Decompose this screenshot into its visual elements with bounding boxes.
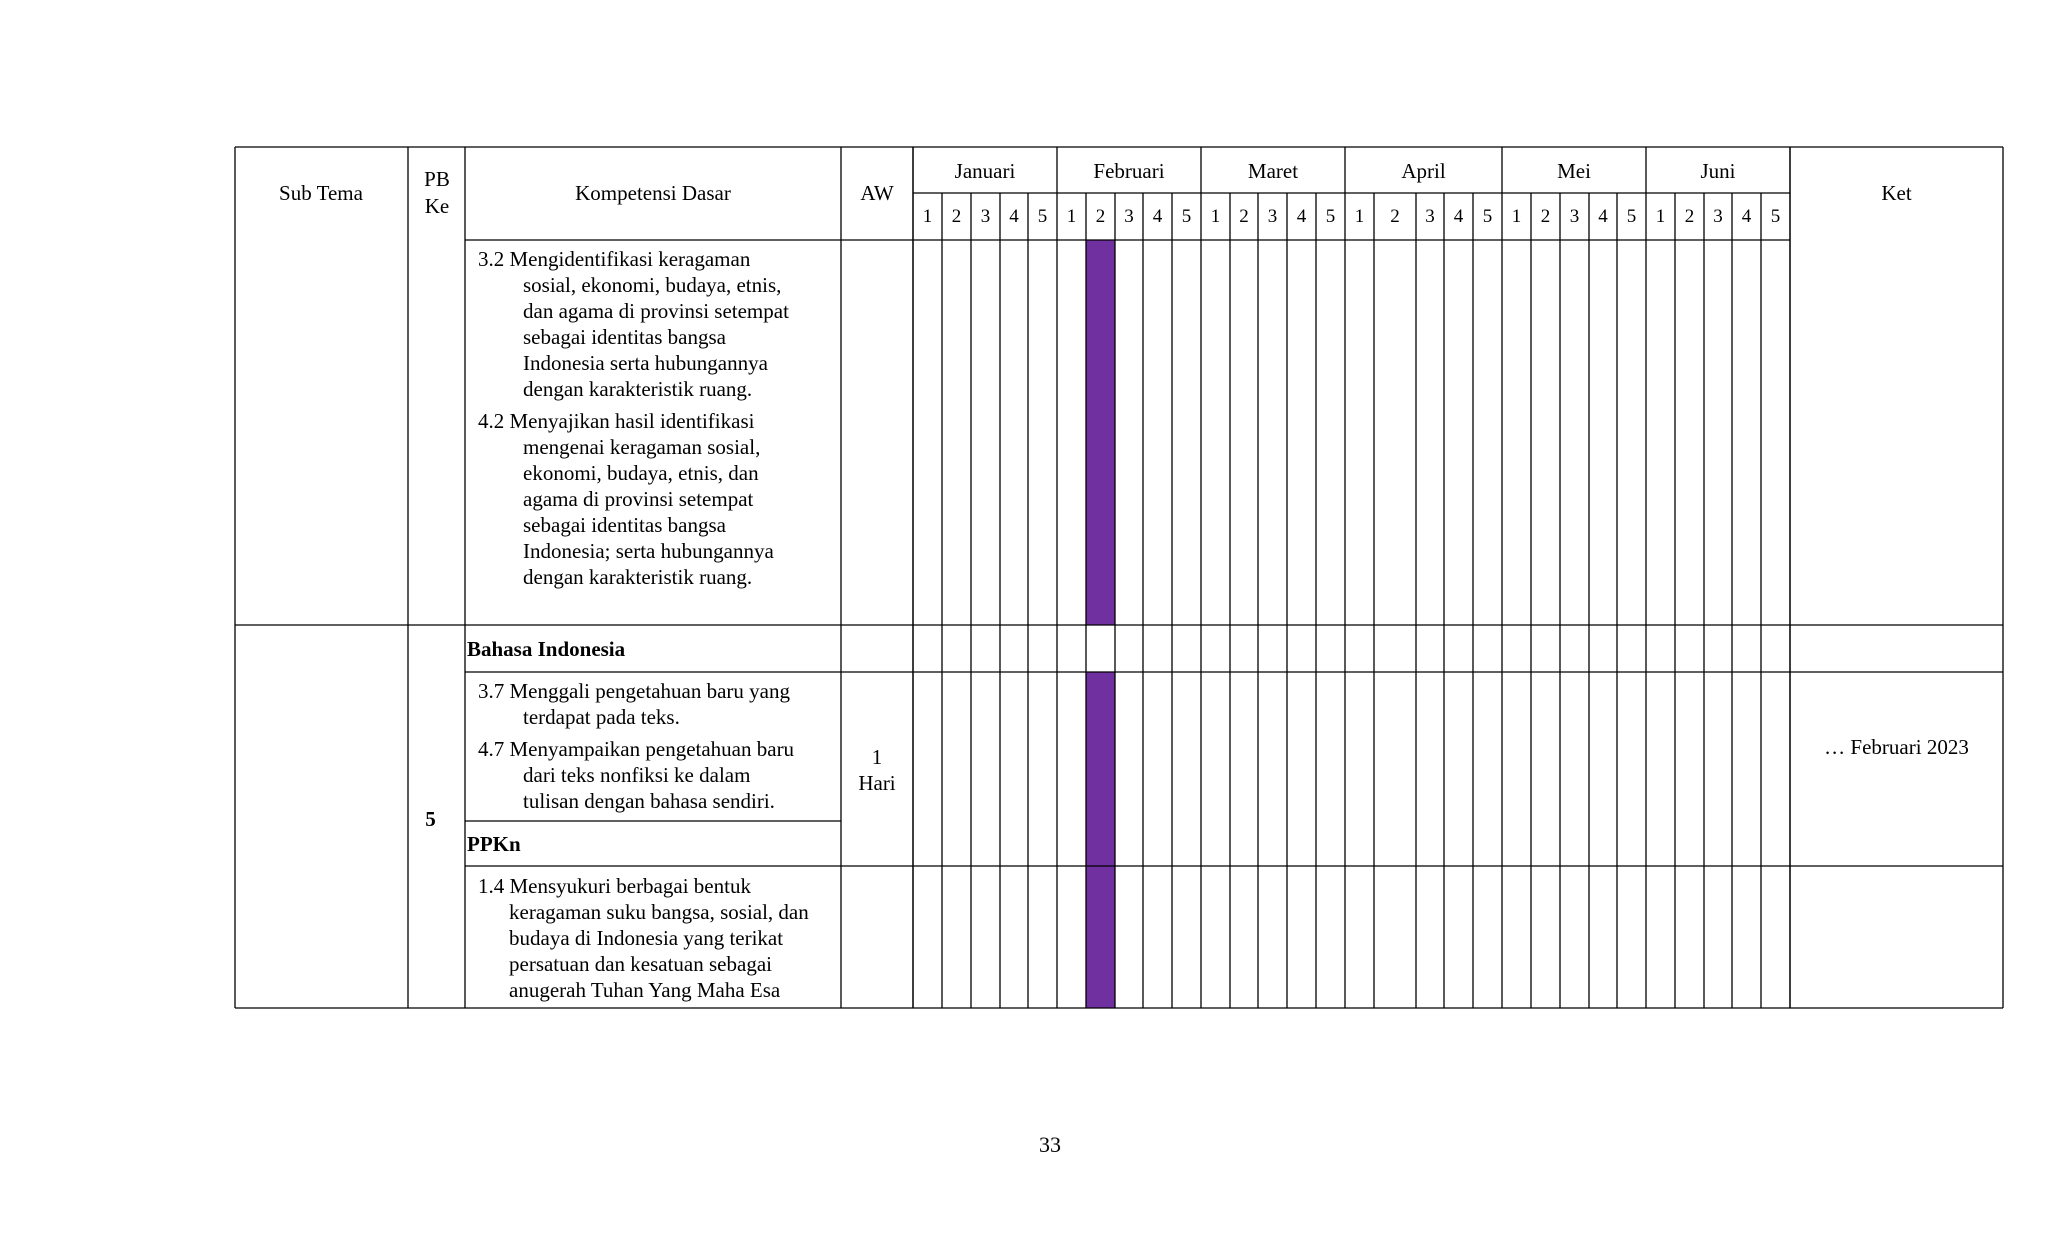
kd-4-2-line: ekonomi, budaya, etnis, dan [523,461,759,485]
kd-1-4-line: anugerah Tuhan Yang Maha Esa [509,978,781,1002]
aw-value-line1: 1 [871,745,883,769]
kd-3-2-line: sebagai identitas bangsa [523,325,726,349]
week-header: 3 [1124,206,1134,227]
week-header: 2 [1095,206,1106,227]
week-header: 1 [922,206,933,227]
subject-bahasa-indonesia: Bahasa Indonesia [467,637,626,661]
week-header: 4 [1598,206,1608,227]
header-pb-line2: Ke [424,194,450,218]
header-ket: Ket [1881,181,1912,205]
week-header: 2 [1684,206,1695,227]
week-header: 4 [1152,206,1163,227]
aw-value-line2: Hari [858,771,896,795]
kd-4-7-line: Menyampaikan pengetahuan baru [509,737,795,761]
week-header: 1 [1655,206,1666,227]
week-header: 5 [1626,206,1637,227]
header-aw: AW [860,181,894,205]
week-header: 3 [1569,206,1580,227]
week-header: 2 [1390,206,1400,227]
kd-4-7-line: tulisan dengan bahasa sendiri. [523,789,775,813]
week-header: 1 [1210,206,1221,227]
kd-3-2-line: sosial, ekonomi, budaya, etnis, [523,273,782,297]
week-header: 4 [1741,206,1752,227]
pb-number: 5 [425,807,436,831]
month-header: Januari [954,159,1016,183]
week-header: 4 [1009,206,1019,227]
week-header: 4 [1296,206,1307,227]
week-header: 1 [1354,206,1365,227]
week-header: 3 [980,206,991,227]
kd-3-7-number: 3.7 [478,679,505,703]
week-header: 1 [1066,206,1077,227]
week-header: 3 [1425,206,1435,227]
week-header: 2 [1540,206,1551,227]
kd-4-2 [478,408,774,590]
kd-3-2-line: dengan karakteristik ruang. [523,377,753,401]
month-header: Maret [1247,159,1299,183]
week-header: 2 [951,206,962,227]
week-header: 5 [1037,206,1048,227]
month-header: Mei [1557,159,1591,183]
kd-3-7-line: terdapat pada teks. [523,705,680,729]
header-sub-tema: Sub Tema [279,181,363,205]
kd-4-2-line: mengenai keragaman sosial, [523,435,761,459]
page-number: 33 [1039,1132,1061,1157]
header-kompetensi-dasar: Kompetensi Dasar [575,181,731,205]
week-header: 4 [1453,206,1464,227]
kd-3-7-line: Menggali pengetahuan baru yang [509,679,790,703]
schedule-highlight-bar [1086,672,1115,1008]
week-header: 3 [1713,206,1723,227]
kd-3-2-line: dan agama di provinsi setempat [523,299,789,323]
kd-1-4 [478,873,809,1003]
week-header: 5 [1482,206,1493,227]
month-header: Juni [1700,159,1736,183]
kd-4-7-line: dari teks nonfiksi ke dalam [523,763,751,787]
ket-value: … Februari 2023 [1824,735,1969,759]
kd-3-7 [478,678,790,730]
month-header: Februari [1093,159,1165,183]
week-header: 5 [1325,206,1336,227]
kd-1-4-number: 1.4 [478,874,505,898]
week-header: 5 [1181,206,1192,227]
week-header: 5 [1770,206,1781,227]
kd-3-2-line: Indonesia serta hubungannya [523,351,768,375]
kd-1-4-line: persatuan dan kesatuan sebagai [509,952,772,976]
month-header: April [1401,159,1446,183]
week-header: 2 [1239,206,1249,227]
kd-4-7-number: 4.7 [478,737,505,761]
kd-1-4-line: budaya di Indonesia yang terikat [509,926,784,950]
kd-3-2-number: 3.2 [478,247,505,271]
kd-4-7 [478,736,794,814]
header-pb-line1: PB [424,167,450,191]
kd-4-2-number: 4.2 [478,409,505,433]
kd-4-2-line: sebagai identitas bangsa [523,513,726,537]
kd-3-2 [478,246,789,402]
kd-4-2-line: Indonesia; serta hubungannya [523,539,774,563]
week-header: 1 [1511,206,1522,227]
kd-1-4-line: keragaman suku bangsa, sosial, dan [509,900,809,924]
kd-1-4-line: Mensyukuri berbagai bentuk [509,874,751,898]
kd-4-2-line: Menyajikan hasil identifikasi [509,409,755,433]
subject-ppkn: PPKn [467,832,521,856]
kd-4-2-line: agama di provinsi setempat [523,487,754,511]
kd-4-2-line: dengan karakteristik ruang. [523,565,753,589]
kd-3-2-line: Mengidentifikasi keragaman [509,247,751,271]
week-header: 3 [1267,206,1278,227]
schedule-highlight-bar [1086,240,1115,625]
